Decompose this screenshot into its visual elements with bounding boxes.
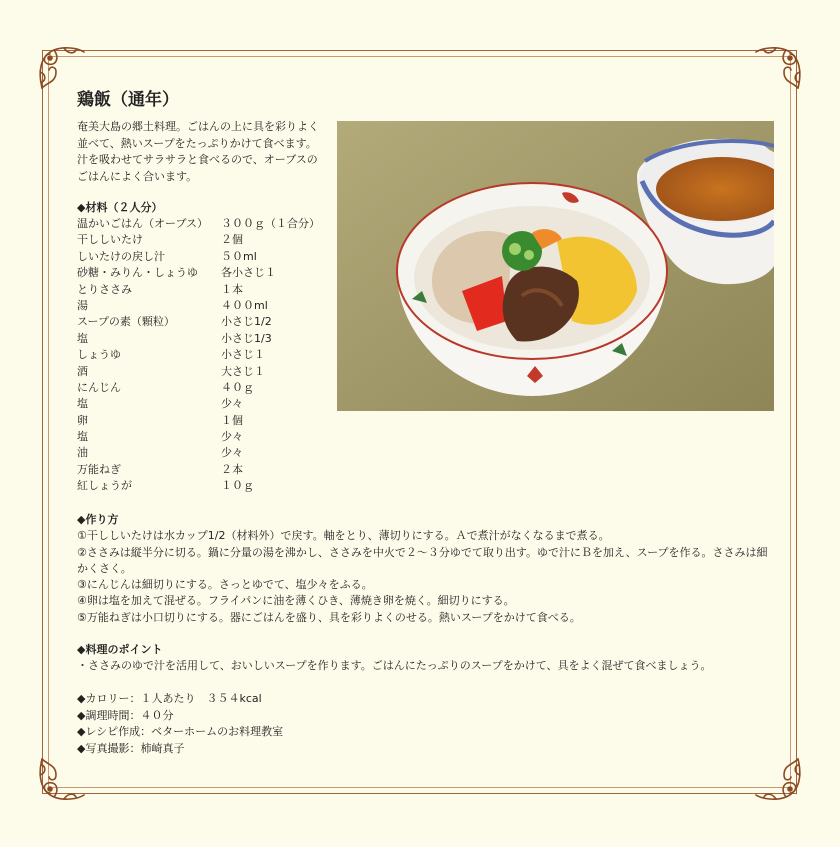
intro-text: 奄美大島の郷土料理。ごはんの上に具を彩りよく並べて、熱いスープをたっぷりかけて食べます。汁を吸わせてサラサラと食べるので、オーブスのごはんによく合います。 — [77, 120, 319, 183]
ingredient-qty: 小さじ1/3 — [221, 331, 272, 345]
ingredient-qty: １個 — [221, 413, 243, 427]
ingredient-row — [77, 429, 337, 445]
ingredient-name: とりささみ — [77, 282, 132, 296]
ingredient-row — [77, 413, 337, 429]
ingredient-row — [77, 462, 337, 478]
ingredient-name: 塩 — [77, 430, 88, 444]
ingredient-row — [77, 445, 337, 461]
ingredients-list — [77, 216, 337, 495]
ingredient-name: 万能ねぎ — [77, 462, 121, 476]
method-step: ④卵は塩を加えて混ぜる。フライパンに油を薄くひき、薄焼き卵を焼く。細切りにする。 — [77, 594, 515, 608]
meta-section — [77, 691, 283, 757]
ingredient-name: 酒 — [77, 364, 88, 378]
ingredient-name: 卵 — [77, 413, 88, 427]
ingredient-qty: ４００ml — [221, 298, 268, 312]
recipe-author-text: ◆レシピ作成：ベターホームのお料理教室 — [77, 725, 284, 738]
ingredient-name: 塩 — [77, 331, 88, 345]
ingredient-row — [77, 347, 337, 363]
ingredient-qty: ２本 — [221, 462, 243, 476]
ingredient-qty: ５０ml — [221, 249, 257, 263]
ingredient-row — [77, 232, 337, 248]
point-section — [77, 642, 777, 675]
ornament-corner-icon — [752, 42, 806, 96]
ingredient-qty: ３００ｇ（１合分） — [221, 217, 320, 230]
cooking-time-text: ◆調理時間：４０分 — [77, 708, 174, 722]
point-heading: ◆料理のポイント — [77, 643, 163, 656]
ingredient-qty: １本 — [221, 282, 243, 296]
ingredient-qty: ４０ｇ — [221, 380, 254, 394]
ingredient-name: 湯 — [77, 298, 88, 312]
ingredient-row — [77, 216, 337, 232]
ingredient-name: 干ししいたけ — [77, 233, 143, 247]
method-step: ③にんじんは細切りにする。さっとゆでて、塩少々をふる。 — [77, 578, 373, 592]
ingredient-qty: 各小さじ１ — [221, 266, 276, 280]
dish-photo — [337, 121, 774, 411]
ingredient-qty: 少々 — [221, 430, 243, 444]
ingredient-row — [77, 331, 337, 347]
ingredient-qty: ２個 — [221, 233, 243, 247]
method-section — [77, 512, 777, 626]
method-step: ②ささみは縦半分に切る。鍋に分量の湯を沸かし、ささみを中火で２～３分ゆでて取り出す。ゆで汁にＢを加え、スープを作る。ささみは細かくさく。 — [77, 545, 768, 575]
ingredient-name: にんじん — [77, 380, 121, 394]
ingredient-row — [77, 249, 337, 265]
ingredient-row — [77, 396, 337, 412]
ingredient-name: スープの素（顆粒） — [77, 315, 175, 329]
calorie-text: ◆カロリー：１人あたり ３５４kcal — [77, 692, 262, 705]
page-title: 鶏飯（通年） — [77, 90, 179, 110]
method-heading: ◆作り方 — [77, 513, 119, 526]
ingredient-name: 温かいごはん（オーブス） — [77, 217, 209, 230]
ingredient-row — [77, 364, 337, 380]
ingredient-name: 砂糖・みりん・しょうゆ — [77, 266, 198, 280]
ingredient-name: 油 — [77, 446, 88, 460]
ingredients-heading: ◆材料（２人分） — [77, 201, 163, 214]
ingredient-row — [77, 265, 337, 281]
ingredient-qty: 少々 — [221, 397, 243, 411]
ornament-corner-icon — [752, 751, 806, 805]
ingredient-row — [77, 314, 337, 330]
ingredient-qty: 小さじ1/2 — [221, 315, 272, 329]
method-step: ①干ししいたけは水カップ1/2（材料外）で戻す。軸をとり、薄切りにする。Ａで煮汁がなくなるまで煮る。 — [77, 529, 610, 543]
ingredient-name: 塩 — [77, 397, 88, 411]
method-step: ⑤万能ねぎは小口切りにする。器にごはんを盛り、具を彩りよくのせる。熱いスープをかけて食べる。 — [77, 610, 581, 624]
ingredient-row — [77, 478, 337, 494]
photographer-text: ◆写真撮影：柿崎真子 — [77, 741, 185, 755]
ingredient-name: しいたけの戻し汁 — [77, 249, 165, 263]
ingredient-qty: 小さじ１ — [221, 348, 265, 362]
ingredient-row — [77, 298, 337, 314]
ingredient-name: 紅しょうが — [77, 479, 132, 493]
ingredient-row — [77, 282, 337, 298]
ornament-corner-icon — [34, 751, 88, 805]
ingredient-qty: 大さじ１ — [221, 364, 265, 378]
ingredient-row — [77, 380, 337, 396]
ingredient-name: しょうゆ — [77, 348, 121, 362]
point-text: ・ささみのゆで汁を活用して、おいしいスープを作ります。ごはんにたっぷりのスープをかけて、具をよく混ぜて食べましょう。 — [77, 659, 712, 673]
ingredient-qty: １０ｇ — [221, 479, 254, 493]
ingredient-qty: 少々 — [221, 446, 243, 460]
